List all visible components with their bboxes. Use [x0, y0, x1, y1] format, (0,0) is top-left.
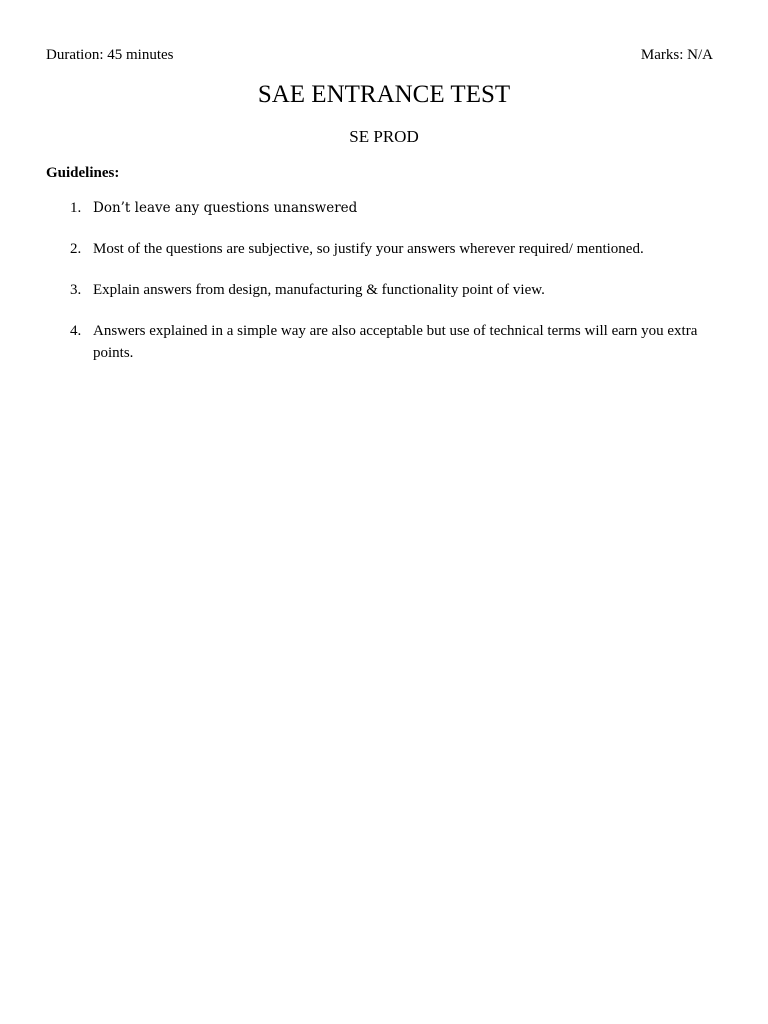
duration-text: Duration: 45 minutes — [46, 47, 174, 63]
marks-text: Marks: N/A — [640, 47, 713, 63]
guideline-number: 3. — [70, 282, 82, 298]
guideline-number: 2. — [70, 241, 82, 257]
guideline-text: Answers explained in a simple way are also acceptable but use of technical terms will earn you extra points. — [93, 323, 698, 361]
guideline-text: Explain answers from design, manufacturing & functionality point of view. — [93, 282, 545, 298]
document-title: SAE ENTRANCE TEST — [257, 81, 511, 108]
header-meta-row — [46, 46, 713, 64]
guideline-item — [46, 279, 722, 301]
guidelines-heading: Guidelines: — [46, 165, 120, 181]
guideline-number: 4. — [70, 323, 82, 339]
guideline-number: 1. — [70, 200, 82, 216]
guideline-text: Don’t leave any questions unanswered — [93, 200, 358, 216]
guideline-item — [46, 238, 722, 260]
guidelines-list — [46, 197, 722, 383]
document-subtitle: SE PROD — [349, 127, 419, 146]
guideline-text: Most of the questions are subjective, so justify your answers wherever required/ mentioned. — [93, 241, 644, 257]
guideline-item — [46, 197, 722, 219]
guideline-item — [46, 320, 722, 364]
